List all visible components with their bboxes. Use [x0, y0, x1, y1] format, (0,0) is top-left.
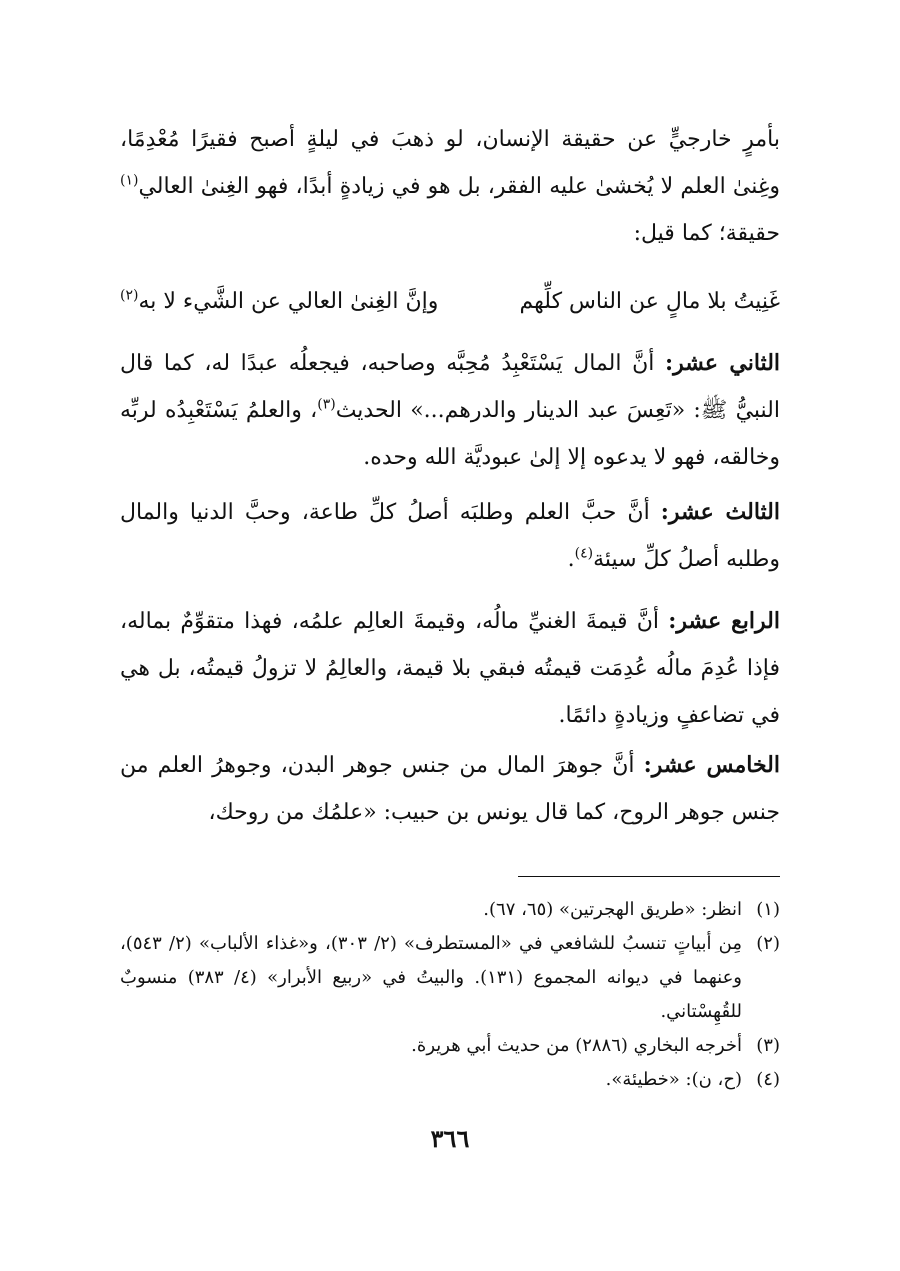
paragraph-text: ، والعلمُ يَسْتَعْبِدُه لربِّه وخالقه، فهو لا يدعوه إلا إلىٰ عبوديَّة الله وحده. — [120, 398, 780, 470]
footnote-marker: (٣) — [317, 396, 336, 413]
footnote-item — [120, 1063, 780, 1097]
footnote-text: مِن أبياتٍ تنسبُ للشافعي في «المستطرف» (٢/ ٣٠٣)، و«غذاء الألباب» (٢/ ٥٤٣)، وعنهما في ديوانه المجموع (١٣١). والبيتُ في «ربيع الأبرار» (٤/ ٣٨٣) منسوبٌ للقُهِسْتاني. — [120, 933, 743, 1022]
page-number: ٣٦٦ — [430, 1124, 470, 1153]
poem-second-hemistich — [120, 278, 438, 325]
paragraph-text: . — [567, 547, 575, 572]
footnote-marker: (٢) — [120, 287, 139, 304]
footnote-number: (٣) — [756, 1035, 780, 1056]
footnote-divider — [518, 876, 780, 877]
paragraph-text: أنَّ جوهرَ المال من جنس جوهر البدن، وجوهرُ العلم من جنس جوهر الروح، كما قال يونس بن حبيب: «علمُك من روحك، — [120, 753, 780, 825]
paragraph-heading: الثالث عشر: — [660, 499, 780, 525]
paragraph-fifteenth — [120, 742, 780, 836]
paragraph-heading: الرابع عشر: — [668, 608, 780, 634]
paragraph-text: بأمرٍ خارجيٍّ عن حقيقة الإنسان، لو ذهبَ في ليلةٍ أصبح فقيرًا مُعْدِمًا، وغِنىٰ العلم لا يُخشىٰ عليه الفقر، بل هو في زيادةٍ أبدًا، فهو الغِنىٰ العالي — [120, 127, 780, 199]
paragraph-intro — [120, 116, 780, 257]
footnote-marker: (٤) — [574, 545, 594, 562]
poem-first-hemistich: غَنِيتُ بلا مالٍ عن الناس كلِّهم — [519, 289, 780, 314]
paragraph-text: أنَّ حبَّ العلم وطلبَه أصلُ كلِّ طاعة، وحبَّ الدنيا والمال وطلبه أصلُ كلِّ سيئة — [120, 500, 780, 572]
paragraph-twelfth — [120, 340, 780, 481]
footnote-item — [120, 1029, 780, 1063]
footnote-number: (٢) — [756, 933, 780, 954]
paragraph-fourteenth — [120, 598, 780, 739]
paragraph-text: حقيقة؛ كما قيل: — [633, 221, 780, 246]
footnote-text: (ح، ن): «خطيئة». — [605, 1069, 742, 1090]
poem-verse — [120, 278, 780, 325]
footnote-marker: (١) — [120, 172, 139, 189]
footnote-number: (٤) — [756, 1069, 780, 1090]
paragraph-thirteenth — [120, 489, 780, 583]
footnotes-list — [120, 893, 780, 1097]
footnote-item — [120, 927, 780, 1029]
footnote-number: (١) — [756, 899, 780, 920]
poem-second-hemistich-text: وإنَّ الغِنىٰ العالي عن الشَّيء لا به — [138, 289, 439, 314]
footnote-item — [120, 893, 780, 927]
footnote-text: انظر: «طريق الهجرتين» (٦٥، ٦٧). — [483, 899, 742, 920]
paragraph-text: أنَّ المال يَسْتَعْبِدُ مُحِبَّه وصاحبه، فيجعلُه عبدًا له، كما قال النبيُّ ﷺ: «تَعِسَ عبد الدينار والدرهم...» الحديث — [120, 351, 781, 423]
paragraph-heading: الثاني عشر: — [665, 350, 781, 376]
paragraph-heading: الخامس عشر: — [643, 752, 780, 778]
footnote-text: أخرجه البخاري (٢٨٨٦) من حديث أبي هريرة. — [411, 1035, 742, 1056]
paragraph-text: أنَّ قيمةَ الغنيِّ مالُه، وقيمةَ العالِم علمُه، فهذا متقوِّمٌ بماله، فإذا عُدِمَ مالُه عُدِمَت قيمتُه فبقي بلا قيمة، والعالِمُ لا تزولُ قيمتُه، بل هي في تضاعفٍ وزيادةٍ دائمًا. — [120, 609, 780, 728]
